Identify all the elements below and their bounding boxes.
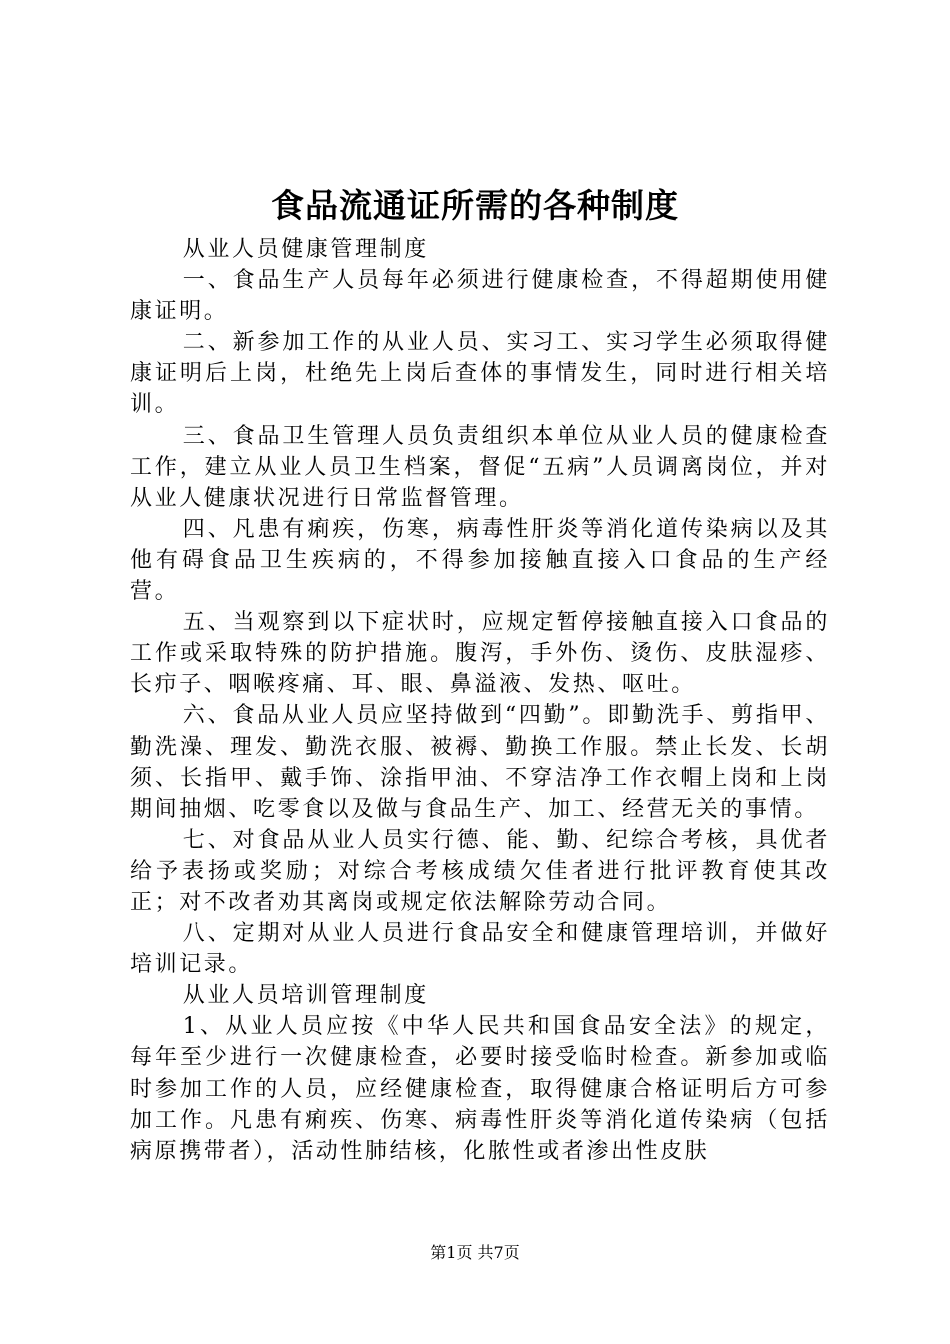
paragraph: 七、对食品从业人员实行德、能、勤、纪综合考核，具优者给予表扬或奖励；对综合考核成绩欠佳者进行批评教育使其改正；对不改者劝其离岗或规定依法解除劳动合同。	[130, 827, 830, 915]
document-title: 食品流通证所需的各种制度	[271, 186, 679, 225]
paragraph: 一、食品生产人员每年必须进行健康检查，不得超期使用健康证明。	[130, 268, 830, 325]
paragraph: 四、凡患有痢疾，伤寒，病毒性肝炎等消化道传染病以及其他有碍食品卫生疾病的，不得参加接触直接入口食品的生产经营。	[130, 516, 830, 605]
document-body	[130, 234, 830, 1167]
paragraph: 五、当观察到以下症状时，应规定暂停接触直接入口食品的工作或采取特殊的防护措施。腹泻，手外伤、烫伤、皮肤湿疹、长疖子、咽喉疼痛、耳、眼、鼻溢液、发热、呕吐。	[130, 610, 830, 698]
section-heading: 从业人员培训管理制度	[182, 983, 429, 1009]
paragraph: 三、食品卫生管理人员负责组织本单位从业人员的健康检查工作，建立从业人员卫生档案，督促“五病”人员调离岗位，并对从业人健康状况进行日常监督管理。	[130, 423, 830, 511]
page-footer: 第1页 共7页	[430, 1243, 520, 1262]
paragraph: 八、定期对从业人员进行食品安全和健康管理培训，并做好培训记录。	[130, 921, 830, 978]
paragraph: 1、从业人员应按《中华人民共和国食品安全法》的规定，每年至少进行一次健康检查，必要时接受临时检查。新参加或临时参加工作的人员，应经健康检查，取得健康合格证明后方可参加工作。凡患有痢疾、伤寒、病毒性肝炎等消化道传染病（包括病原携带者），活动性肺结核，化脓性或者渗出性皮肤	[130, 1014, 830, 1164]
section-heading: 从业人员健康管理制度	[182, 237, 429, 262]
paragraph: 二、新参加工作的从业人员、实习工、实习学生必须取得健康证明后上岗，杜绝先上岗后查体的事情发生，同时进行相关培训。	[130, 330, 830, 418]
paragraph: 六、食品从业人员应坚持做到“四勤”。即勤洗手、剪指甲、勤洗澡、理发、勤洗衣服、被褥、勤换工作服。禁止长发、长胡须、长指甲、戴手饰、涂指甲油、不穿洁净工作衣帽上岗和上岗期间抽烟、吃零食以及做与食品生产、加工、经营无关的事情。	[130, 703, 830, 822]
